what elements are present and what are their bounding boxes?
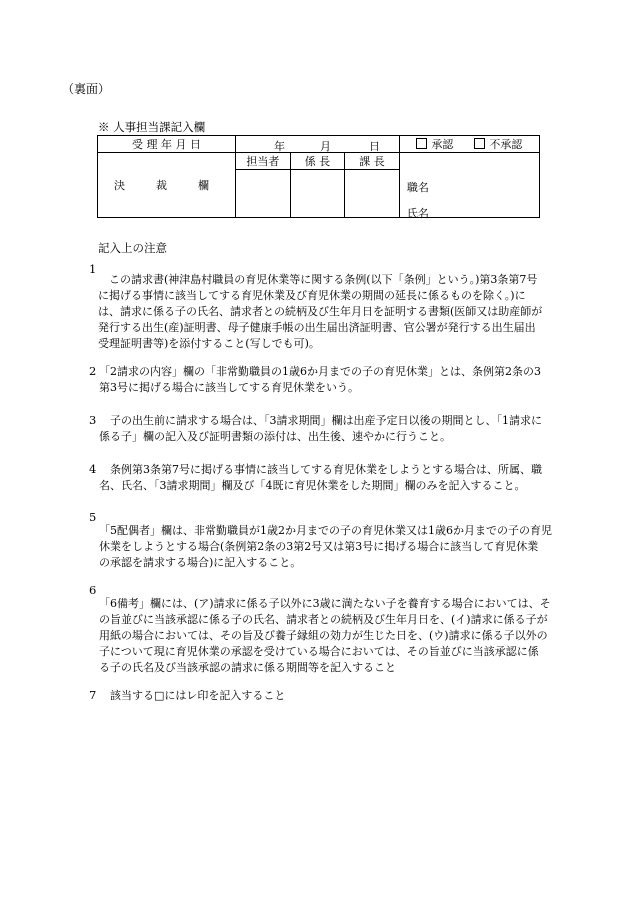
- decision-label: 決 裁 欄: [98, 153, 236, 218]
- notes-heading: 記入上の注意: [98, 241, 167, 255]
- note-3: 子の出生前に請求する場合は、「3請求期間」欄は出産予定日以後の期間とし、「1請求に 係る子」欄の記入及び証明書類の添付は、出生後、速やかに行うこと。: [99, 414, 542, 443]
- disapprove-checkbox[interactable]: [474, 138, 485, 149]
- note-4: 条例第3条第7号に掲げる事情に該当してする育児休業をしようとする場合は、所属、職 名、氏名、「3請求期間」欄及び「4既に育児休業をした期間」欄のみを記入すること。: [99, 463, 542, 492]
- approve-checkbox[interactable]: [416, 138, 427, 149]
- note-number: 4: [89, 462, 97, 476]
- stamp-header-tantousha: 担当者: [236, 153, 291, 170]
- note-number: 7: [89, 688, 97, 702]
- note-number: 3: [89, 413, 97, 427]
- stamp-box-tantousha[interactable]: [236, 170, 291, 218]
- approval-cell: [399, 136, 539, 153]
- note-5: 「5配偶者」欄は、非常勤職員が1歳2か月までの子の育児休業又は1歳6か月までの子の育児 休業をしようとする場合(条例第2条の3第2号又は第3号に掲げる場合に該当して育児休業 の承認を請求する場合)に記入すること。: [99, 524, 552, 569]
- note-1: この請求書(神津島村職員の育児休業等に関する条例(以下「条例」という。)第3条第7号 に掲げる事情に該当してする育児休業及び育児休業の期間の延長に係るものを除く。)に は、請求に係る子の氏名、請求者との続柄及び生年月日を証明する書類(医師又は助産師が 発行する出生(産)証明書、母子健康手帳の出生届出済証明書、官公署が発行する出生届出 受理証明書等)を添付すること(写しでも可)。: [98, 273, 543, 350]
- note-number: 6: [89, 583, 97, 597]
- month-label: 月: [320, 140, 332, 153]
- note-7: 該当する□にはレ印を記入すること: [110, 689, 286, 702]
- signature-cell: [399, 153, 539, 218]
- stamp-box-kachou[interactable]: [345, 170, 400, 218]
- name-label: 氏名: [406, 207, 429, 220]
- position-label: 職名: [406, 181, 429, 194]
- stamp-header-kachou: 課 長: [345, 153, 400, 170]
- note-number: 5: [89, 510, 97, 524]
- hr-entry-table: [97, 135, 540, 218]
- day-label: 日: [369, 140, 381, 153]
- note-2: 「2請求の内容」欄の「非常勤職員の1歳6か月までの子の育児休業」とは、条例第2条の3 第3号に掲げる場合に該当してする育児休業をいう。: [99, 365, 541, 394]
- back-side-label: （裏面）: [62, 82, 111, 96]
- received-date-label: 受 理 年 月 日: [98, 136, 236, 153]
- received-date-cell[interactable]: [236, 136, 400, 153]
- note-number: 1: [89, 262, 97, 276]
- note-number: 2: [89, 364, 97, 378]
- section-title: ※ 人事担当課記入欄: [98, 120, 206, 134]
- stamp-header-kakarichou: 係 長: [290, 153, 345, 170]
- note-6: 「6備考」欄には、(ア)請求に係る子以外に3歳に満たない子を養育する場合においては、そ の旨並びに当該承認に係る子の氏名、請求者との続柄及び生年月日を、(イ)請求に係る子が 用紙の場合においては、その旨及び養子縁組の効力が生じた日を、(ウ)請求に係る子以外の 子について現に育児休業の承認を受けている場合においては、その旨並びに当該承認に係 る子の氏名及び当該承認の請求に係る期間等を記入すること: [99, 597, 551, 674]
- disapprove-label: 不承認: [489, 138, 523, 151]
- approve-label: 承認: [431, 138, 454, 151]
- year-label: 年: [274, 140, 286, 153]
- stamp-box-kakarichou[interactable]: [290, 170, 345, 218]
